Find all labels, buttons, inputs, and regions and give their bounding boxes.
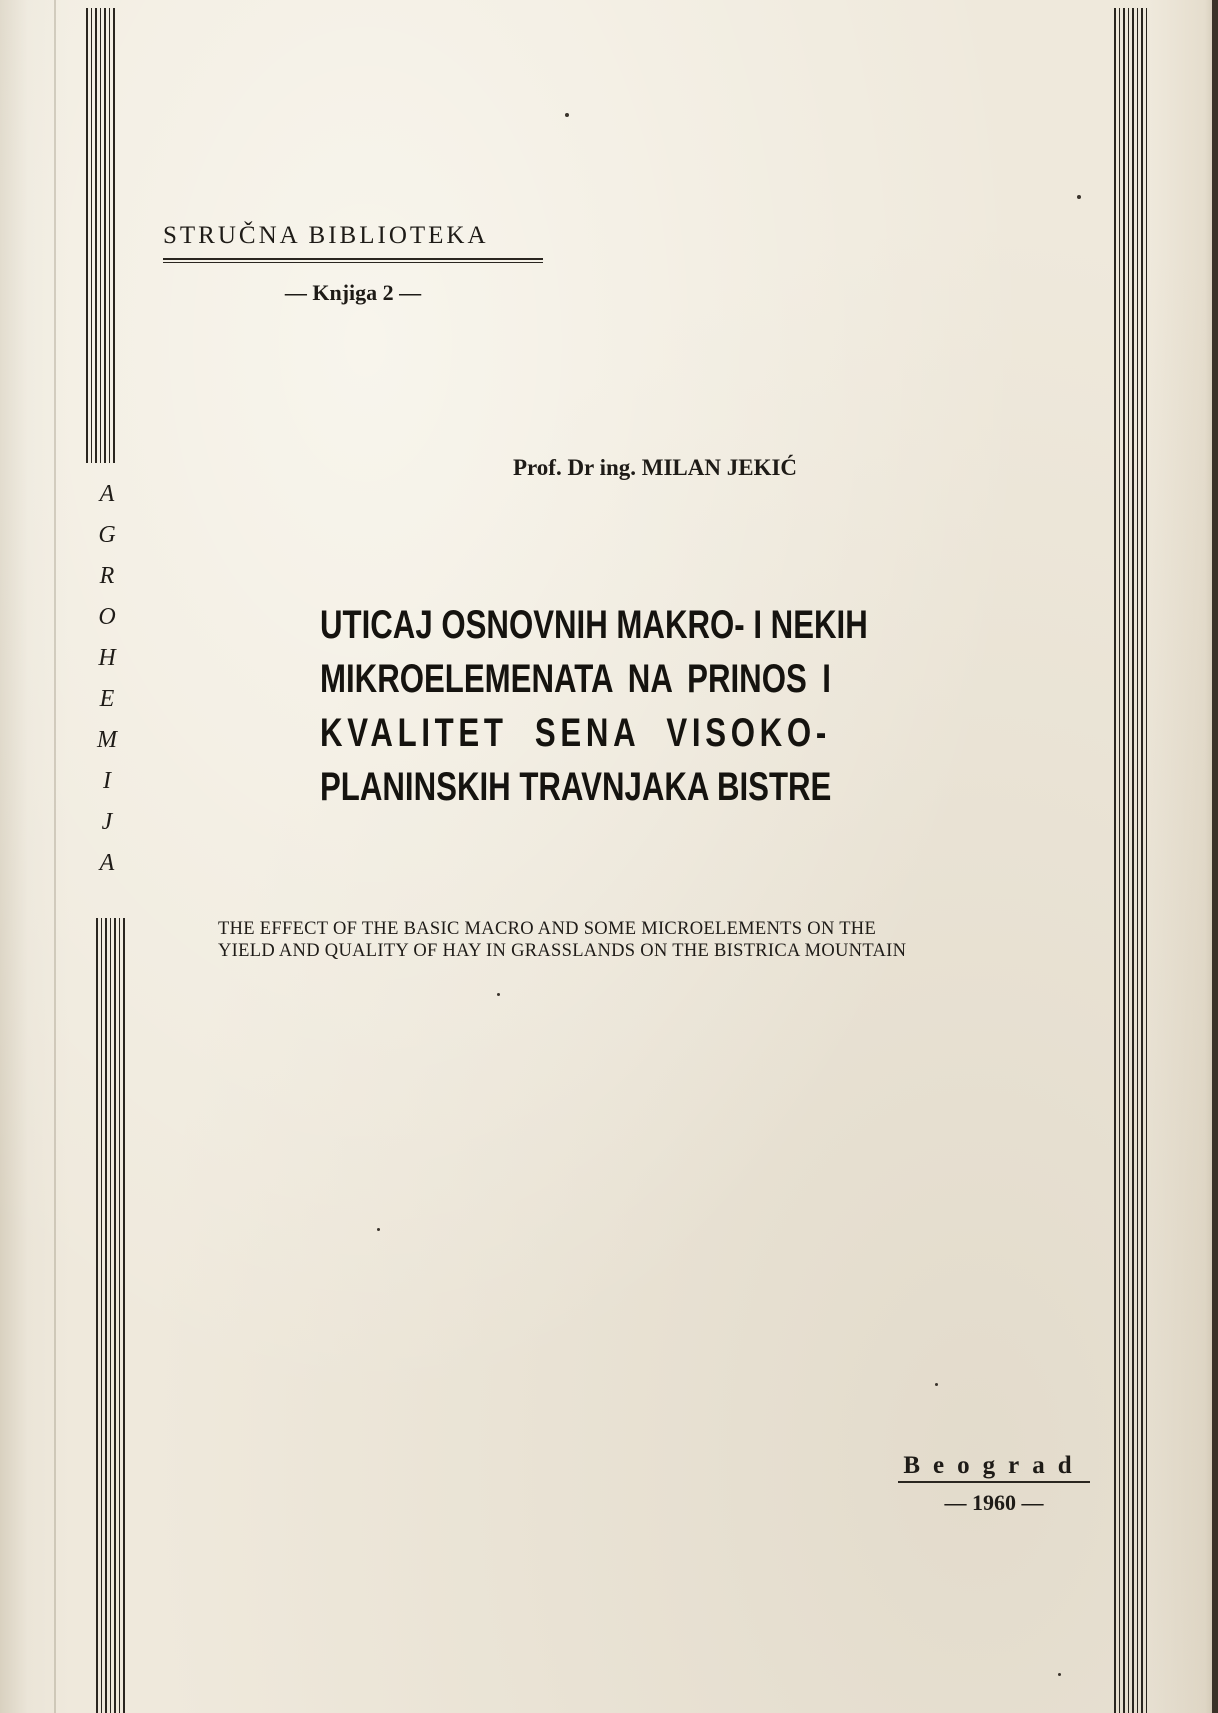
english-title-line: YIELD AND QUALITY OF HAY IN GRASSLANDS ON THE BISTRICA MOUNTAIN [218,941,907,961]
english-title-line: THE EFFECT OF THE BASIC MACRO AND SOME MICROELEMENTS ON THE [218,919,877,939]
english-title [218,918,1088,962]
paper-speck [377,1228,380,1231]
vertical-letter: R [99,563,115,589]
city-underline [898,1481,1090,1483]
vertical-letter: E [99,686,115,712]
book-number: — Knjiga 2 — [284,280,422,305]
vertical-letter: G [98,522,116,548]
vertical-letter: A [99,850,115,876]
title-line: UTICAJ OSNOVNIH MAKRO- I NEKIH [320,603,868,647]
vertical-letter: M [97,727,117,753]
publication-city: Beograd [903,1452,1085,1479]
right-ornamental-rules [1114,8,1147,1713]
paper-speck [935,1383,938,1386]
left-ornamental-rules-bottom [96,918,125,1713]
series-name: STRUČNA BIBLIOTEKA [163,222,489,249]
vertical-series-word [94,474,120,884]
series-underline [163,258,543,263]
paper-speck [565,113,569,117]
paper-speck [497,993,500,996]
left-ornamental-rules-top [86,8,115,463]
title-line: MIKROELEMENATA NA PRINOS I [320,657,831,701]
paper-speck [1077,195,1081,199]
vertical-letter: I [103,768,111,794]
title-line: KVALITET SENA VISOKO- [320,711,831,755]
title-line: PLANINSKIH TRAVNJAKA BISTRE [320,765,832,809]
cover-edge [1212,0,1218,1713]
paper-speck [1058,1673,1061,1676]
spine-crease [54,0,56,1713]
vertical-letter: J [101,809,113,835]
publication-year: — 1960 — [944,1490,1044,1515]
vertical-letter: O [98,604,116,630]
vertical-letter: A [99,481,115,507]
vertical-letter: H [98,645,116,671]
author: Prof. Dr ing. MILAN JEKIĆ [512,455,798,480]
book-title [320,598,868,814]
